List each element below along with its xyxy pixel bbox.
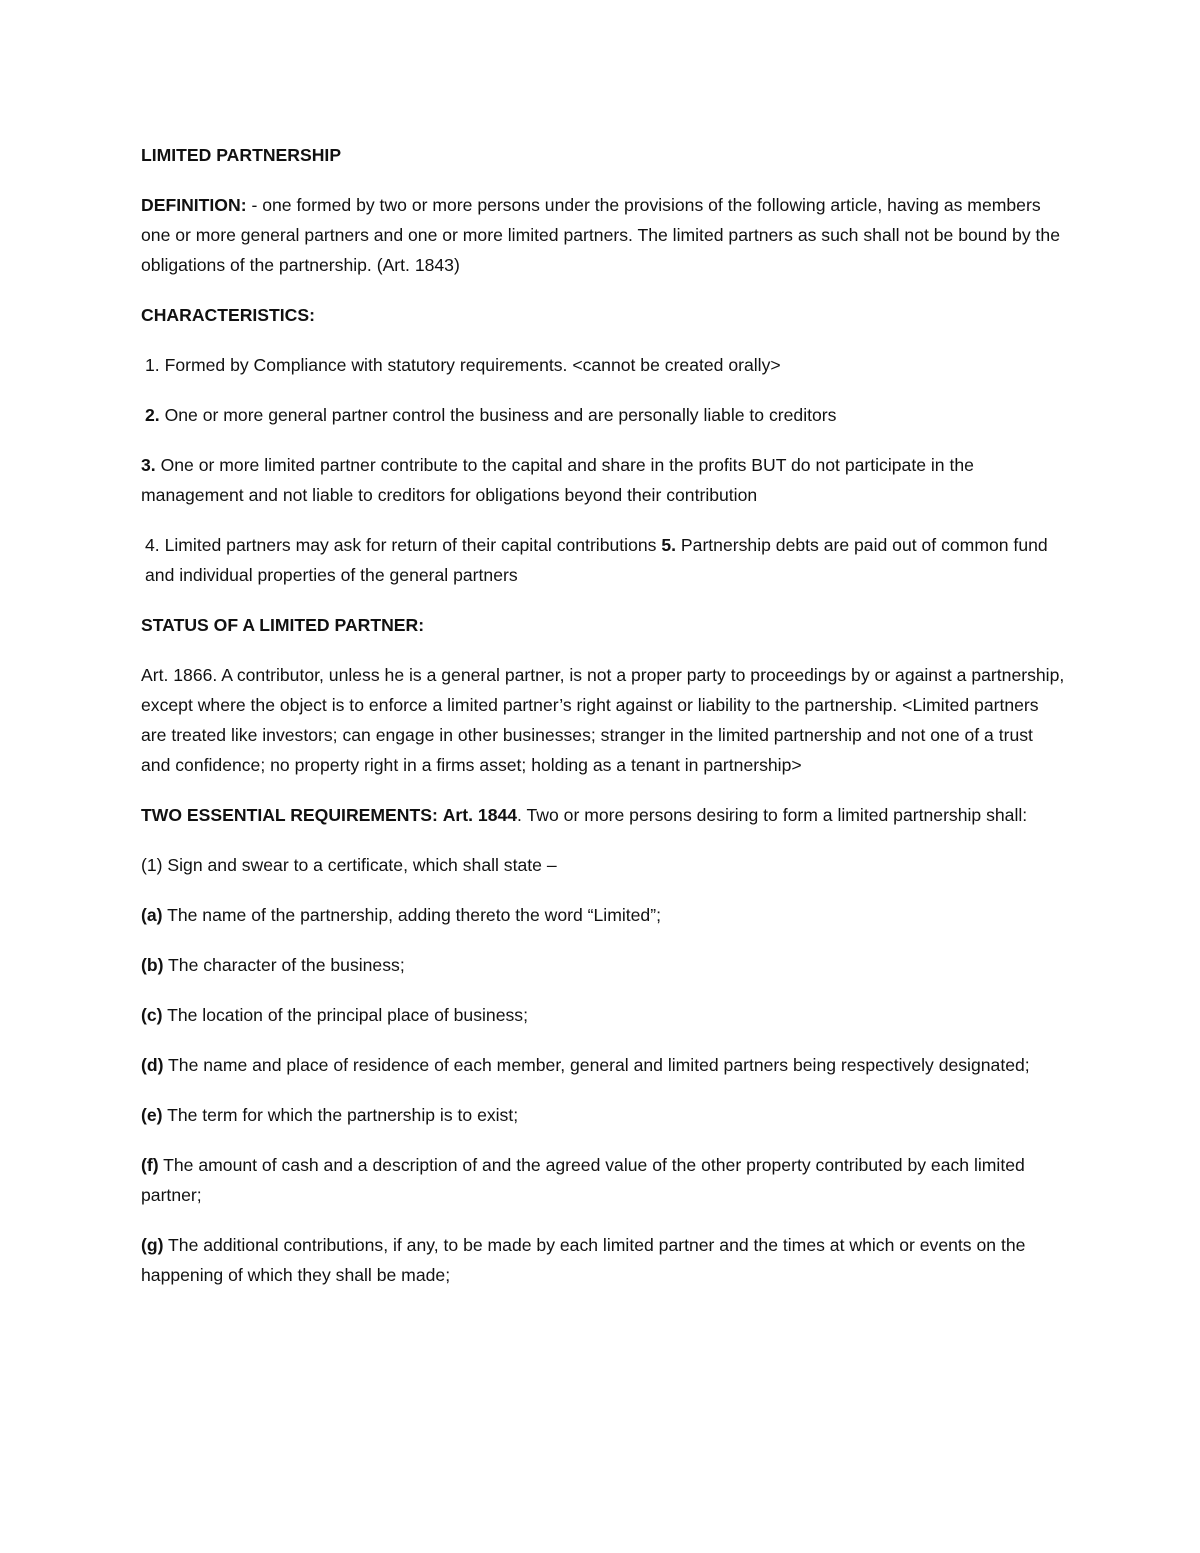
requirement-item [141, 1150, 1066, 1210]
requirement-item [141, 900, 1066, 930]
item-text: Partnership debts are paid out of common fund and individual properties of the general partners [145, 535, 1048, 585]
characteristics-heading-text: CHARACTERISTICS: [141, 305, 315, 325]
requirements-text: . Two or more persons desiring to form a limited partnership shall: [517, 805, 1028, 825]
requirement-text: The location of the principal place of business; [162, 1005, 528, 1025]
requirement-label: (e) [141, 1105, 163, 1125]
status-paragraph [141, 660, 1066, 780]
status-heading [141, 610, 1066, 640]
item-text: Formed by Compliance with statutory requirements. <cannot be created orally> [159, 355, 781, 375]
characteristic-item [141, 350, 1066, 380]
characteristic-item [141, 450, 1066, 510]
requirement-text: The character of the business; [163, 955, 405, 975]
requirement-item [141, 950, 1066, 980]
requirement-label: (b) [141, 955, 164, 975]
requirements-heading: TWO ESSENTIAL REQUIREMENTS: [141, 805, 438, 825]
characteristics-heading [141, 300, 1066, 330]
item-number: 2. [145, 405, 160, 425]
requirement-item [141, 1100, 1066, 1130]
definition-text: - one formed by two or more persons under the provisions of the following article, having as members one or more general partners and one or more limited partners. The limited partners as such shall not be bound by the obligations of the partnership. (Art. 1843) [141, 195, 1060, 275]
status-text: Art. 1866. A contributor, unless he is a general partner, is not a proper party to proceedings by or against a partnership, except where the object is to enforce a limited partner’s right against or liability to the partnership. <Limited partners are treated like investors; can engage in other businesses; stranger in the limited partnership and not one of a trust and confidence; no property right in a firms asset; holding as a tenant in partnership> [141, 665, 1065, 775]
status-heading-text: STATUS OF A LIMITED PARTNER: [141, 615, 425, 635]
document-title [141, 140, 1066, 170]
requirement-label: (1) [141, 855, 163, 875]
requirement-label: (d) [141, 1055, 164, 1075]
definition-label: DEFINITION: [141, 195, 247, 215]
requirement-text: Sign and swear to a certificate, which shall state – [162, 855, 557, 875]
requirement-label: (f) [141, 1155, 159, 1175]
item-number: 5. [661, 535, 677, 555]
item-text: Limited partners may ask for return of their capital contributions [159, 535, 662, 555]
requirement-text: The term for which the partnership is to exist; [162, 1105, 519, 1125]
requirement-label: (g) [141, 1235, 164, 1255]
requirements-article: Art. 1844 [442, 805, 518, 825]
item-number: 1. [145, 355, 160, 375]
requirement-text: The amount of cash and a description of and the agreed value of the other property contributed by each limited partner; [141, 1155, 1025, 1205]
item-number: 3. [141, 455, 156, 475]
requirement-item [141, 1230, 1066, 1290]
document-page [141, 140, 1066, 1310]
characteristic-item [141, 530, 1066, 590]
requirements-paragraph [141, 800, 1066, 830]
requirement-text: The name of the partnership, adding thereto the word “Limited”; [162, 905, 661, 925]
requirement-label: (c) [141, 1005, 163, 1025]
requirement-item [141, 850, 1066, 880]
requirement-text: The name and place of residence of each member, general and limited partners being respectively designated; [163, 1055, 1030, 1075]
definition-paragraph [141, 190, 1066, 280]
title-text: LIMITED PARTNERSHIP [141, 145, 342, 165]
characteristic-item [141, 400, 1066, 430]
item-text: One or more general partner control the business and are personally liable to creditors [159, 405, 837, 425]
item-text: One or more limited partner contribute to the capital and share in the profits BUT do not participate in the management and not liable to creditors for obligations beyond their contribution [141, 455, 974, 505]
item-number: 4. [145, 535, 160, 555]
requirement-item [141, 1000, 1066, 1030]
requirement-item [141, 1050, 1066, 1080]
requirement-label: (a) [141, 905, 163, 925]
requirement-text: The additional contributions, if any, to be made by each limited partner and the times at which or events on the happening of which they shall be made; [141, 1235, 1026, 1285]
